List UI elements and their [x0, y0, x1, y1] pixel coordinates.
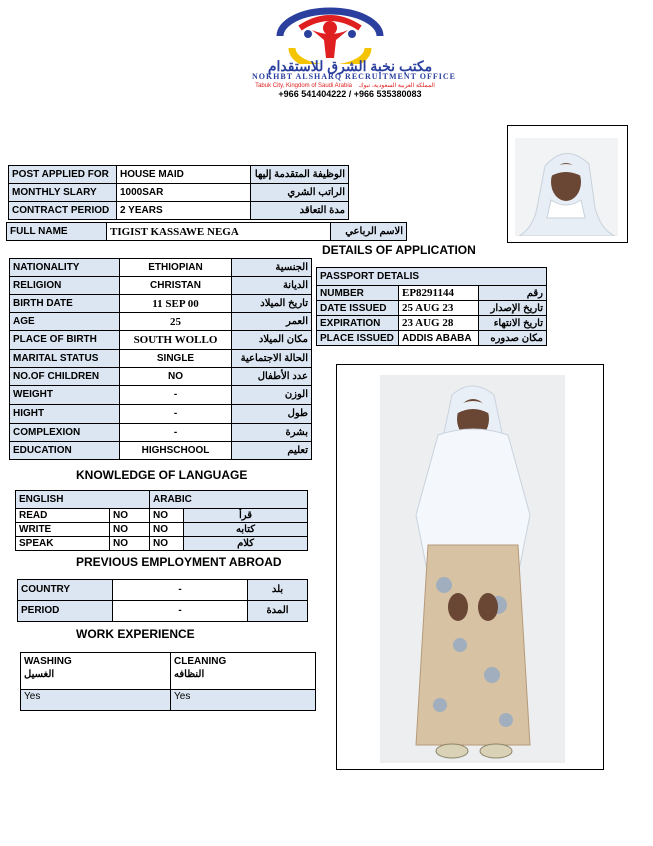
- company-location: [215, 82, 475, 89]
- age-value: 25: [120, 313, 232, 331]
- personal-row-nationality: [10, 259, 312, 277]
- personal-row-weight: [10, 386, 312, 405]
- personal-row-birth-date: [10, 295, 312, 313]
- person-portrait-icon: [515, 138, 618, 236]
- speak-label: SPEAK: [16, 537, 110, 551]
- employment-table: [17, 579, 308, 622]
- arabic-column-header: ARABIC: [150, 491, 308, 509]
- full-name-table: [6, 222, 407, 241]
- passport-row-number: [317, 286, 547, 301]
- personal-row-education: [10, 442, 312, 460]
- read-arabic-value: NO: [150, 509, 184, 523]
- nationality-value: ETHIOPIAN: [120, 259, 232, 277]
- weight-label: WEIGHT: [10, 386, 120, 405]
- contract-period-arabic-label: مدة التعاقد: [251, 202, 349, 220]
- birth-date-arabic-label: تاريخ الميلاد: [232, 295, 312, 313]
- english-column-header: ENGLISH: [16, 491, 150, 509]
- passport-expiration-value: 23 AUG 28: [399, 316, 479, 331]
- personal-row-religion: [10, 277, 312, 295]
- passport-number-arabic-label: رقم: [479, 286, 547, 301]
- washing-arabic-label: الغسيل: [24, 669, 55, 680]
- passport-place-issued-value: ADDIS ABABA: [399, 331, 479, 346]
- age-arabic-label: العمر: [232, 313, 312, 331]
- hight-value: -: [120, 405, 232, 424]
- speak-english-value: NO: [110, 537, 150, 551]
- personal-row-no-of-children: [10, 368, 312, 386]
- experience-skill-row: [21, 653, 316, 690]
- company-logo: [270, 6, 390, 64]
- employment-country-arabic-label: بلد: [248, 580, 308, 601]
- passport-row-expiration: [317, 316, 547, 331]
- religion-label: RELIGION: [10, 277, 120, 295]
- write-label: WRITE: [16, 523, 110, 537]
- education-arabic-label: تعليم: [232, 442, 312, 460]
- salary-row: [9, 184, 349, 202]
- employment-row-period: [18, 601, 308, 622]
- cleaning-cell: [171, 653, 316, 690]
- personal-row-marital-status: [10, 350, 312, 368]
- logo-emblem-icon: [270, 6, 390, 64]
- full-name-value: TIGIST KASSAWE NEGA: [107, 223, 331, 241]
- place-of-birth-value: SOUTH WOLLO: [120, 331, 232, 350]
- passport-date-issued-arabic-label: تاريخ الإصدار: [479, 301, 547, 316]
- speak-arabic-label: كلام: [184, 537, 308, 551]
- location-english: Tabuk City, Kingdom of Saudi Arabia: [255, 83, 353, 89]
- personal-row-complexion: [10, 424, 312, 442]
- nationality-arabic-label: الجنسية: [232, 259, 312, 277]
- post-value: HOUSE MAID: [117, 166, 251, 184]
- cleaning-arabic-label: النظافه: [174, 669, 205, 680]
- washing-value: Yes: [21, 690, 171, 711]
- post-arabic-label: الوظيفة المتقدمة إليها: [251, 166, 349, 184]
- experience-heading: WORK EXPERIENCE: [76, 627, 195, 641]
- language-table: [15, 490, 308, 551]
- weight-arabic-label: الوزن: [232, 386, 312, 405]
- hight-label: HIGHT: [10, 405, 120, 424]
- complexion-value: -: [120, 424, 232, 442]
- religion-value: CHRISTAN: [120, 277, 232, 295]
- washing-cell: [21, 653, 171, 690]
- no-of-children-label: NO.OF CHILDREN: [10, 368, 120, 386]
- language-row-speak: [16, 537, 308, 551]
- cleaning-label: CLEANING: [174, 656, 227, 667]
- post-row: [9, 166, 349, 184]
- full-body-photo: [336, 364, 604, 770]
- passport-number-label: NUMBER: [317, 286, 399, 301]
- religion-arabic-label: الديانة: [232, 277, 312, 295]
- person-full-body-icon: [380, 375, 565, 763]
- complexion-arabic-label: بشرة: [232, 424, 312, 442]
- no-of-children-arabic-label: عدد الأطفال: [232, 368, 312, 386]
- complexion-label: COMPLEXION: [10, 424, 120, 442]
- passport-place-issued-label: PLACE ISSUED: [317, 331, 399, 346]
- personal-details-table: [9, 258, 312, 460]
- read-label: READ: [16, 509, 110, 523]
- employment-row-country: [18, 580, 308, 601]
- full-name-label: FULL NAME: [7, 223, 107, 241]
- details-heading: DETAILS OF APPLICATION: [322, 243, 476, 257]
- employment-period-label: PERIOD: [18, 601, 113, 622]
- marital-status-value: SINGLE: [120, 350, 232, 368]
- education-label: EDUCATION: [10, 442, 120, 460]
- read-english-value: NO: [110, 509, 150, 523]
- experience-table: [20, 652, 316, 711]
- write-english-value: NO: [110, 523, 150, 537]
- passport-date-issued-label: DATE ISSUED: [317, 301, 399, 316]
- full-name-arabic-label: الاسم الرباعي: [331, 223, 407, 241]
- nationality-label: NATIONALITY: [10, 259, 120, 277]
- salary-value: 1000SAR: [117, 184, 251, 202]
- employment-country-value: -: [113, 580, 248, 601]
- salary-arabic-label: الراتب الشري: [251, 184, 349, 202]
- cleaning-value: Yes: [171, 690, 316, 711]
- experience-value-row: [21, 690, 316, 711]
- passport-date-issued-value: 25 AUG 23: [399, 301, 479, 316]
- personal-row-age: [10, 313, 312, 331]
- employment-period-arabic-label: المدة: [248, 601, 308, 622]
- contract-period-row: [9, 202, 349, 220]
- passport-row-date-issued: [317, 301, 547, 316]
- language-row-write: [16, 523, 308, 537]
- passport-expiration-arabic-label: تاريخ الانتهاء: [479, 316, 547, 331]
- speak-arabic-value: NO: [150, 537, 184, 551]
- birth-date-value: 11 SEP 00: [120, 295, 232, 313]
- passport-title-row: [317, 268, 547, 286]
- marital-status-arabic-label: الحالة الاجتماعية: [232, 350, 312, 368]
- salary-label: MONTHLY SLARY: [9, 184, 117, 202]
- education-value: HIGHSCHOOL: [120, 442, 232, 460]
- hight-arabic-label: طول: [232, 405, 312, 424]
- marital-status-label: MARITAL STATUS: [10, 350, 120, 368]
- contract-period-value: 2 YEARS: [117, 202, 251, 220]
- passport-row-place-issued: [317, 331, 547, 346]
- company-name-arabic: مكتب نخبة الشرق للاستقدام: [267, 58, 433, 74]
- employment-period-value: -: [113, 601, 248, 622]
- company-name-english: NOKHBT ALSHARQ RECRUITMENT OFFICE: [251, 72, 457, 81]
- location-arabic: المملكة العربية السعودية، تبوك: [358, 83, 435, 89]
- write-arabic-value: NO: [150, 523, 184, 537]
- age-label: AGE: [10, 313, 120, 331]
- passport-number-value: EP8291144: [399, 286, 479, 301]
- weight-value: -: [120, 386, 232, 405]
- employment-heading: PREVIOUS EMPLOYMENT ABROAD: [76, 555, 282, 569]
- language-header-row: [16, 491, 308, 509]
- language-row-read: [16, 509, 308, 523]
- no-of-children-value: NO: [120, 368, 232, 386]
- passport-title: PASSPORT DETALIS: [317, 268, 547, 286]
- place-of-birth-arabic-label: مكان الميلاد: [232, 331, 312, 350]
- post-label: POST APPLIED FOR: [9, 166, 117, 184]
- passport-expiration-label: EXPIRATION: [317, 316, 399, 331]
- employment-country-label: COUNTRY: [18, 580, 113, 601]
- personal-row-place-of-birth: [10, 331, 312, 350]
- write-arabic-label: كتابه: [184, 523, 308, 537]
- position-table: [8, 165, 349, 220]
- washing-label: WASHING: [24, 656, 72, 667]
- personal-row-hight: [10, 405, 312, 424]
- place-of-birth-label: PLACE OF BIRTH: [10, 331, 120, 350]
- company-phones: +966 541404222 / +966 535380083: [278, 89, 422, 99]
- read-arabic-label: قرأ: [184, 509, 308, 523]
- portrait-photo: [507, 125, 628, 243]
- contract-period-label: CONTRACT PERIOD: [9, 202, 117, 220]
- full-name-row: [7, 223, 407, 241]
- passport-place-issued-arabic-label: مكان صدوره: [479, 331, 547, 346]
- passport-table: [316, 267, 547, 346]
- birth-date-label: BIRTH DATE: [10, 295, 120, 313]
- language-heading: KNOWLEDGE OF LANGUAGE: [76, 468, 248, 482]
